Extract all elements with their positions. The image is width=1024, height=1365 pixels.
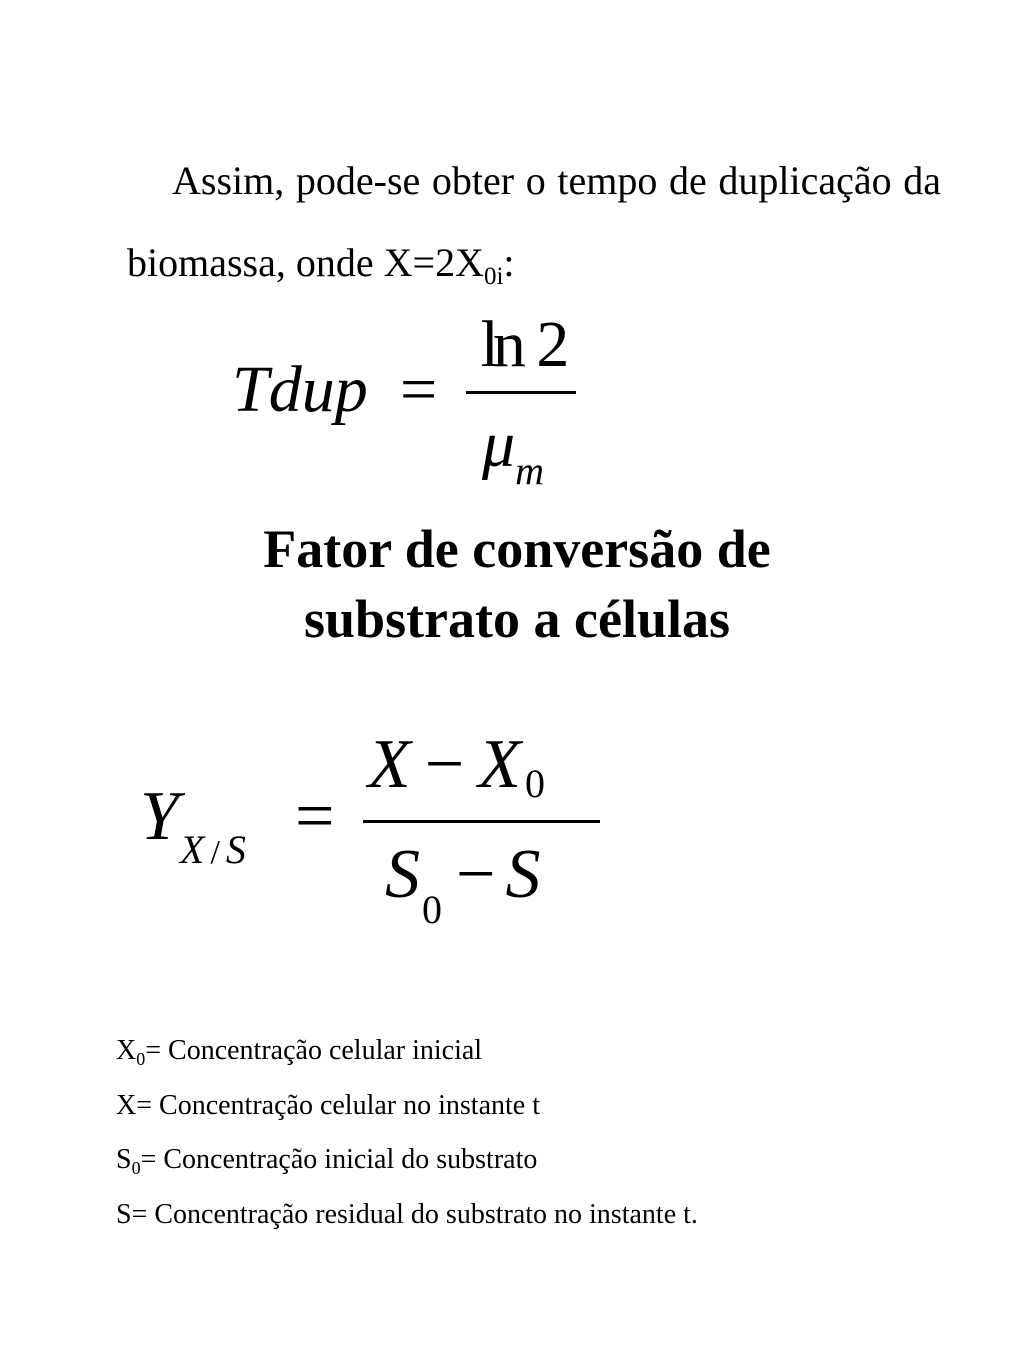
yield-denominator bbox=[385, 835, 541, 932]
tdup-fraction-bar bbox=[466, 391, 576, 394]
definition-symbol: X bbox=[116, 1089, 137, 1121]
mu-subscript: m bbox=[515, 448, 545, 493]
yield-symbol: Y bbox=[140, 778, 179, 855]
ln-function: ln bbox=[480, 308, 520, 381]
definition-item bbox=[116, 1079, 916, 1134]
yield-subscript-s: S bbox=[225, 827, 246, 872]
heading-line-2: substrato a células bbox=[303, 589, 730, 649]
denominator-s: S bbox=[505, 836, 541, 913]
yield-subscript-slash: / bbox=[210, 834, 220, 871]
definition-symbol: S bbox=[116, 1144, 132, 1175]
definition-item bbox=[116, 1133, 916, 1188]
definitions-list bbox=[116, 1024, 916, 1242]
numerator-x0: X bbox=[478, 726, 522, 803]
section-heading bbox=[0, 514, 1024, 654]
tdup-denominator bbox=[482, 405, 545, 493]
denominator-minus: − bbox=[456, 836, 496, 913]
doubling-time-formula bbox=[232, 300, 592, 500]
definition-text: = Concentração celular no instante t bbox=[136, 1089, 540, 1121]
definition-subscript: 0 bbox=[131, 1158, 141, 1178]
intro-colon: : bbox=[503, 240, 515, 285]
denominator-s0: S bbox=[385, 836, 420, 913]
ln-argument: 2 bbox=[536, 308, 570, 381]
mu-symbol: μ bbox=[482, 408, 516, 481]
definition-item bbox=[116, 1024, 916, 1079]
heading-line-1: Fator de conversão de bbox=[263, 519, 771, 579]
numerator-x0-subscript: 0 bbox=[525, 761, 546, 806]
yield-subscript-x: X bbox=[180, 827, 205, 872]
definition-subscript: 0 bbox=[136, 1049, 146, 1069]
tdup-symbol: Tdup bbox=[232, 353, 368, 426]
numerator-minus: − bbox=[424, 726, 465, 803]
denominator-s0-subscript: 0 bbox=[422, 887, 442, 932]
yield-formula bbox=[140, 725, 620, 945]
definition-text: = Concentração residual do substrato no instante t. bbox=[131, 1198, 698, 1230]
intro-text: Assim, pode-se obter o tempo de duplicação da biomassa, onde X=2X bbox=[127, 158, 941, 285]
yield-subscript bbox=[180, 825, 246, 878]
yield-fraction-bar bbox=[363, 820, 600, 823]
yield-numerator bbox=[368, 725, 545, 805]
definition-text: = Concentração inicial do substrato bbox=[140, 1144, 538, 1175]
tdup-numerator bbox=[470, 305, 580, 385]
definition-symbol: S bbox=[116, 1198, 132, 1230]
definition-symbol: X bbox=[116, 1035, 137, 1066]
intro-paragraph bbox=[127, 140, 941, 304]
tdup-equals: = bbox=[400, 353, 438, 426]
yield-equals: = bbox=[295, 778, 335, 855]
definition-text: = Concentração celular inicial bbox=[145, 1035, 483, 1066]
numerator-x: X bbox=[368, 726, 411, 803]
intro-subscript: 0i bbox=[483, 263, 504, 290]
definition-item bbox=[116, 1188, 916, 1243]
